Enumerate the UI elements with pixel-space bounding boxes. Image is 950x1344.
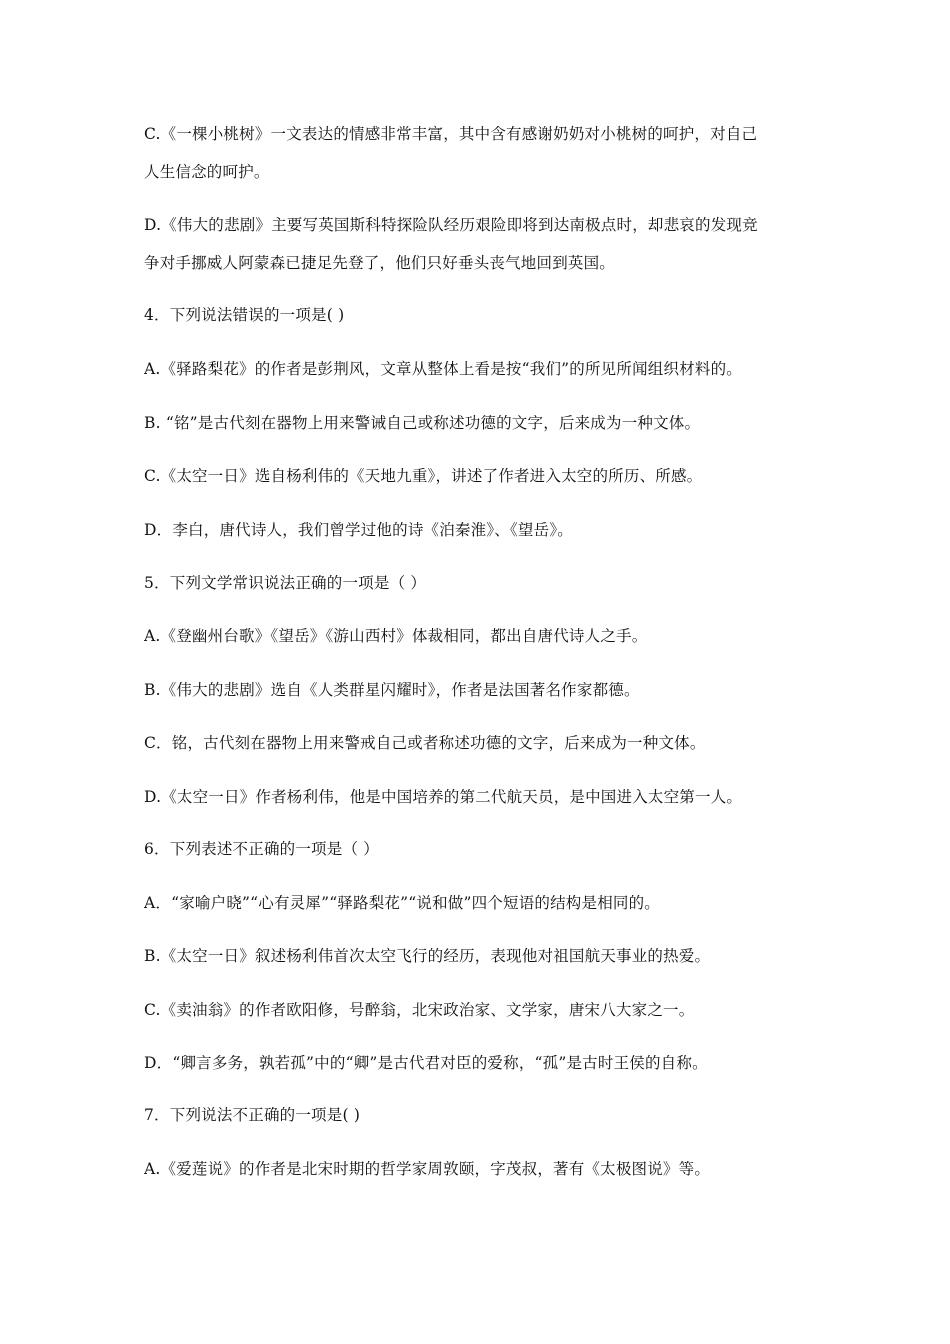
question-4: 4．下列说法错误的一项是( ) bbox=[144, 306, 345, 324]
question-5-option-a: A.《登幽州台歌》《望岳》《游山西村》体裁相同，都出自唐代诗人之手。 bbox=[144, 627, 648, 645]
question-7: 7．下列说法不正确的一项是( ) bbox=[144, 1106, 361, 1124]
question-4-option-b: B. “铭”是古代刻在器物上用来警诫自己或称述功德的文字，后来成为一种文体。 bbox=[144, 414, 701, 432]
question-6-option-b: B.《太空一日》叙述杨利伟首次太空飞行的经历，表现他对祖国航天事业的热爱。 bbox=[144, 947, 711, 965]
question-5-option-d: D.《太空一日》作者杨利伟，他是中国培养的第二代航天员，是中国进入太空第一人。 bbox=[144, 788, 743, 806]
question-5-option-b: B.《伟大的悲剧》选自《人类群星闪耀时》，作者是法国著名作家都德。 bbox=[144, 681, 640, 699]
option-c-line-2: 人生信念的呵护。 bbox=[144, 163, 270, 181]
option-d-line-2: 争对手挪威人阿蒙森已捷足先登了，他们只好垂头丧气地回到英国。 bbox=[144, 254, 616, 272]
question-4-option-d: D．李白，唐代诗人，我们曾学过他的诗《泊秦淮》、《望岳》。 bbox=[144, 521, 573, 539]
question-6-option-d: D．“卿言多务，孰若孤”中的“卿”是古代君对臣的爱称，“孤”是古时王侯的自称。 bbox=[144, 1054, 708, 1072]
question-7-option-a: A.《爱莲说》的作者是北宋时期的哲学家周敦颐，字茂叔，著有《太极图说》等。 bbox=[144, 1160, 711, 1178]
question-6-option-c: C.《卖油翁》的作者欧阳修，号醉翁，北宋政治家、文学家，唐宋八大家之一。 bbox=[144, 1001, 695, 1019]
question-5-option-c: C．铭，古代刻在器物上用来警戒自己或者称述功德的文字，后来成为一种文体。 bbox=[144, 734, 706, 752]
option-c-line-1: C.《一棵小桃树》一文表达的情感非常丰富，其中含有感谢奶奶对小桃树的呵护，对自己 bbox=[144, 125, 758, 143]
question-5: 5．下列文学常识说法正确的一项是（ ） bbox=[144, 574, 427, 592]
option-d-line-1: D.《伟大的悲剧》主要写英国斯科特探险队经历艰险即将到达南极点时，却悲哀的发现竞 bbox=[144, 216, 758, 234]
question-6-option-a: A．“家喻户晓”“心有灵犀”“驿路梨花”“说和做”四个短语的结构是相同的。 bbox=[144, 894, 660, 912]
question-6: 6．下列表述不正确的一项是（ ） bbox=[144, 840, 379, 858]
question-4-option-a: A.《驿路梨花》的作者是彭荆风，文章从整体上看是按“我们”的所见所闻组织材料的。 bbox=[144, 360, 742, 378]
question-4-option-c: C.《太空一日》选自杨利伟的《天地九重》，讲述了作者进入太空的所历、所感。 bbox=[144, 467, 703, 485]
